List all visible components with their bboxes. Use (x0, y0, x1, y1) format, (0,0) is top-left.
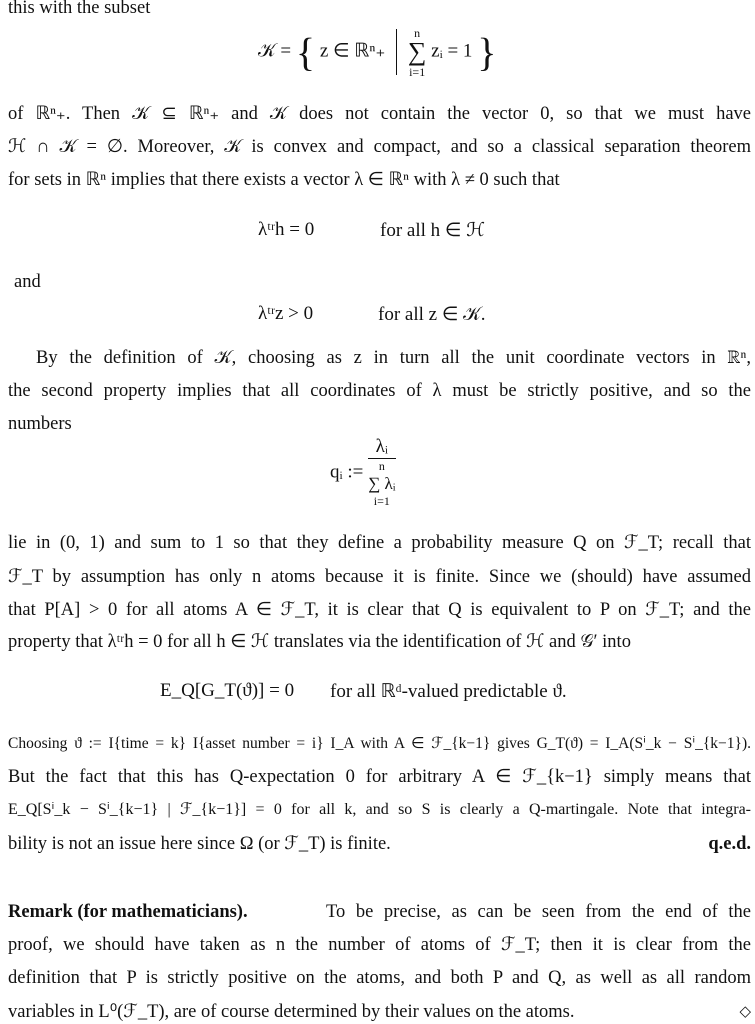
fraction (368, 436, 395, 509)
denominator: ∑ λᵢ (368, 474, 396, 493)
text-line: variables in L⁰(ℱ_T), are of course determined by their values on the atoms. (8, 1002, 575, 1022)
right-brace: } (477, 29, 497, 75)
equation-K-definition (258, 26, 496, 78)
text-line: bility is not an issue here since Ω (or ℱ_T) is finite. (8, 834, 391, 854)
sum-lower: i=1 (409, 65, 426, 79)
text-line: Choosing ϑ := I{time = k} I{asset number = i} I_A with A ∈ ℱ_{k−1} gives G_T(ϑ) = I_A(Sⁱ_k − Sⁱ_{k−1}). (8, 735, 751, 752)
equation-3-condition: for all ℝᵈ-valued predictable ϑ. (330, 681, 567, 702)
equation-q-definition (330, 436, 396, 509)
equation-1-condition: for all h ∈ ℋ (380, 220, 485, 241)
text-line: numbers (8, 414, 72, 434)
text-line: By the definition of 𝒦, choosing as z in turn all the unit coordinate vectors in ℝⁿ, (36, 348, 751, 368)
equation-3: E_Q[G_T(ϑ)] = 0 (160, 680, 295, 701)
text-line: ℱ_T by assumption has only n atoms because it is finite. Since we (should) have assumed (8, 567, 751, 587)
eq-set: z ∈ ℝⁿ₊ (319, 40, 386, 62)
sum-sign: ∑ (407, 37, 427, 66)
text-line: for sets in ℝⁿ implies that there exists a vector λ ∈ ℝⁿ with λ ≠ 0 such that (8, 170, 560, 190)
equation-2: λᵗʳz > 0 (258, 303, 314, 324)
equation-2-condition: for all z ∈ 𝒦. (378, 304, 486, 325)
text-line: ℋ ∩ 𝒦 = ∅. Moreover, 𝒦 is convex and compact, and so a classical separation theorem (8, 137, 751, 157)
sum-lower: i=1 (373, 494, 390, 508)
left-brace: { (295, 29, 316, 75)
equation-1: λᵗʳh = 0 (258, 219, 315, 240)
text-line: of ℝⁿ₊. Then 𝒦 ⊆ ℝⁿ₊ and 𝒦 does not contain the vector 0, so that we must have (8, 104, 751, 124)
text-line: proof, we should have taken as n the number of atoms of ℱ_T; then it is clear from the (8, 935, 751, 955)
text-line: E_Q[Sⁱ_k − Sⁱ_{k−1} | ℱ_{k−1}] = 0 for all k, and so S is clearly a Q-martingale. Note that integra- (8, 801, 751, 818)
qed-mark: q.e.d. (708, 834, 751, 854)
eq-lhs: 𝒦 = (258, 40, 292, 62)
text-line: definition that P is strictly positive on the atoms, and both P and Q, as well as all random (8, 968, 751, 988)
sum-upper: n (378, 459, 385, 473)
text-line: the second property implies that all coordinates of λ must be strictly positive, and so the (8, 381, 751, 401)
q-lhs: qᵢ := (330, 461, 364, 483)
text-line: property that λᵗʳh = 0 for all h ∈ ℋ translates via the identification of ℋ and 𝒢′ into (8, 632, 631, 652)
sum-symbol (408, 26, 427, 78)
remark-heading: Remark (for mathematicians). (8, 902, 248, 922)
text-line: this with the subset (8, 0, 151, 18)
eq-rhs: zᵢ = 1 (431, 40, 473, 62)
text-line: To be precise, as can be seen from the end of the (326, 902, 751, 922)
text-line: that P[A] > 0 for all atoms A ∈ ℱ_T, it is clear that Q is equivalent to P on ℱ_T; and the (8, 600, 751, 620)
set-bar (396, 29, 397, 75)
text-line: and (14, 272, 41, 292)
text-line: But the fact that this has Q-expectation 0 for arbitrary A ∈ ℱ_{k−1} simply means that (8, 767, 751, 787)
text-line: lie in (0, 1) and sum to 1 so that they define a probability measure Q on ℱ_T; recall that (8, 533, 751, 553)
sum-upper: n (414, 26, 421, 40)
numerator: λᵢ (368, 436, 395, 459)
end-of-remark-icon: ◇ (739, 1004, 751, 1020)
